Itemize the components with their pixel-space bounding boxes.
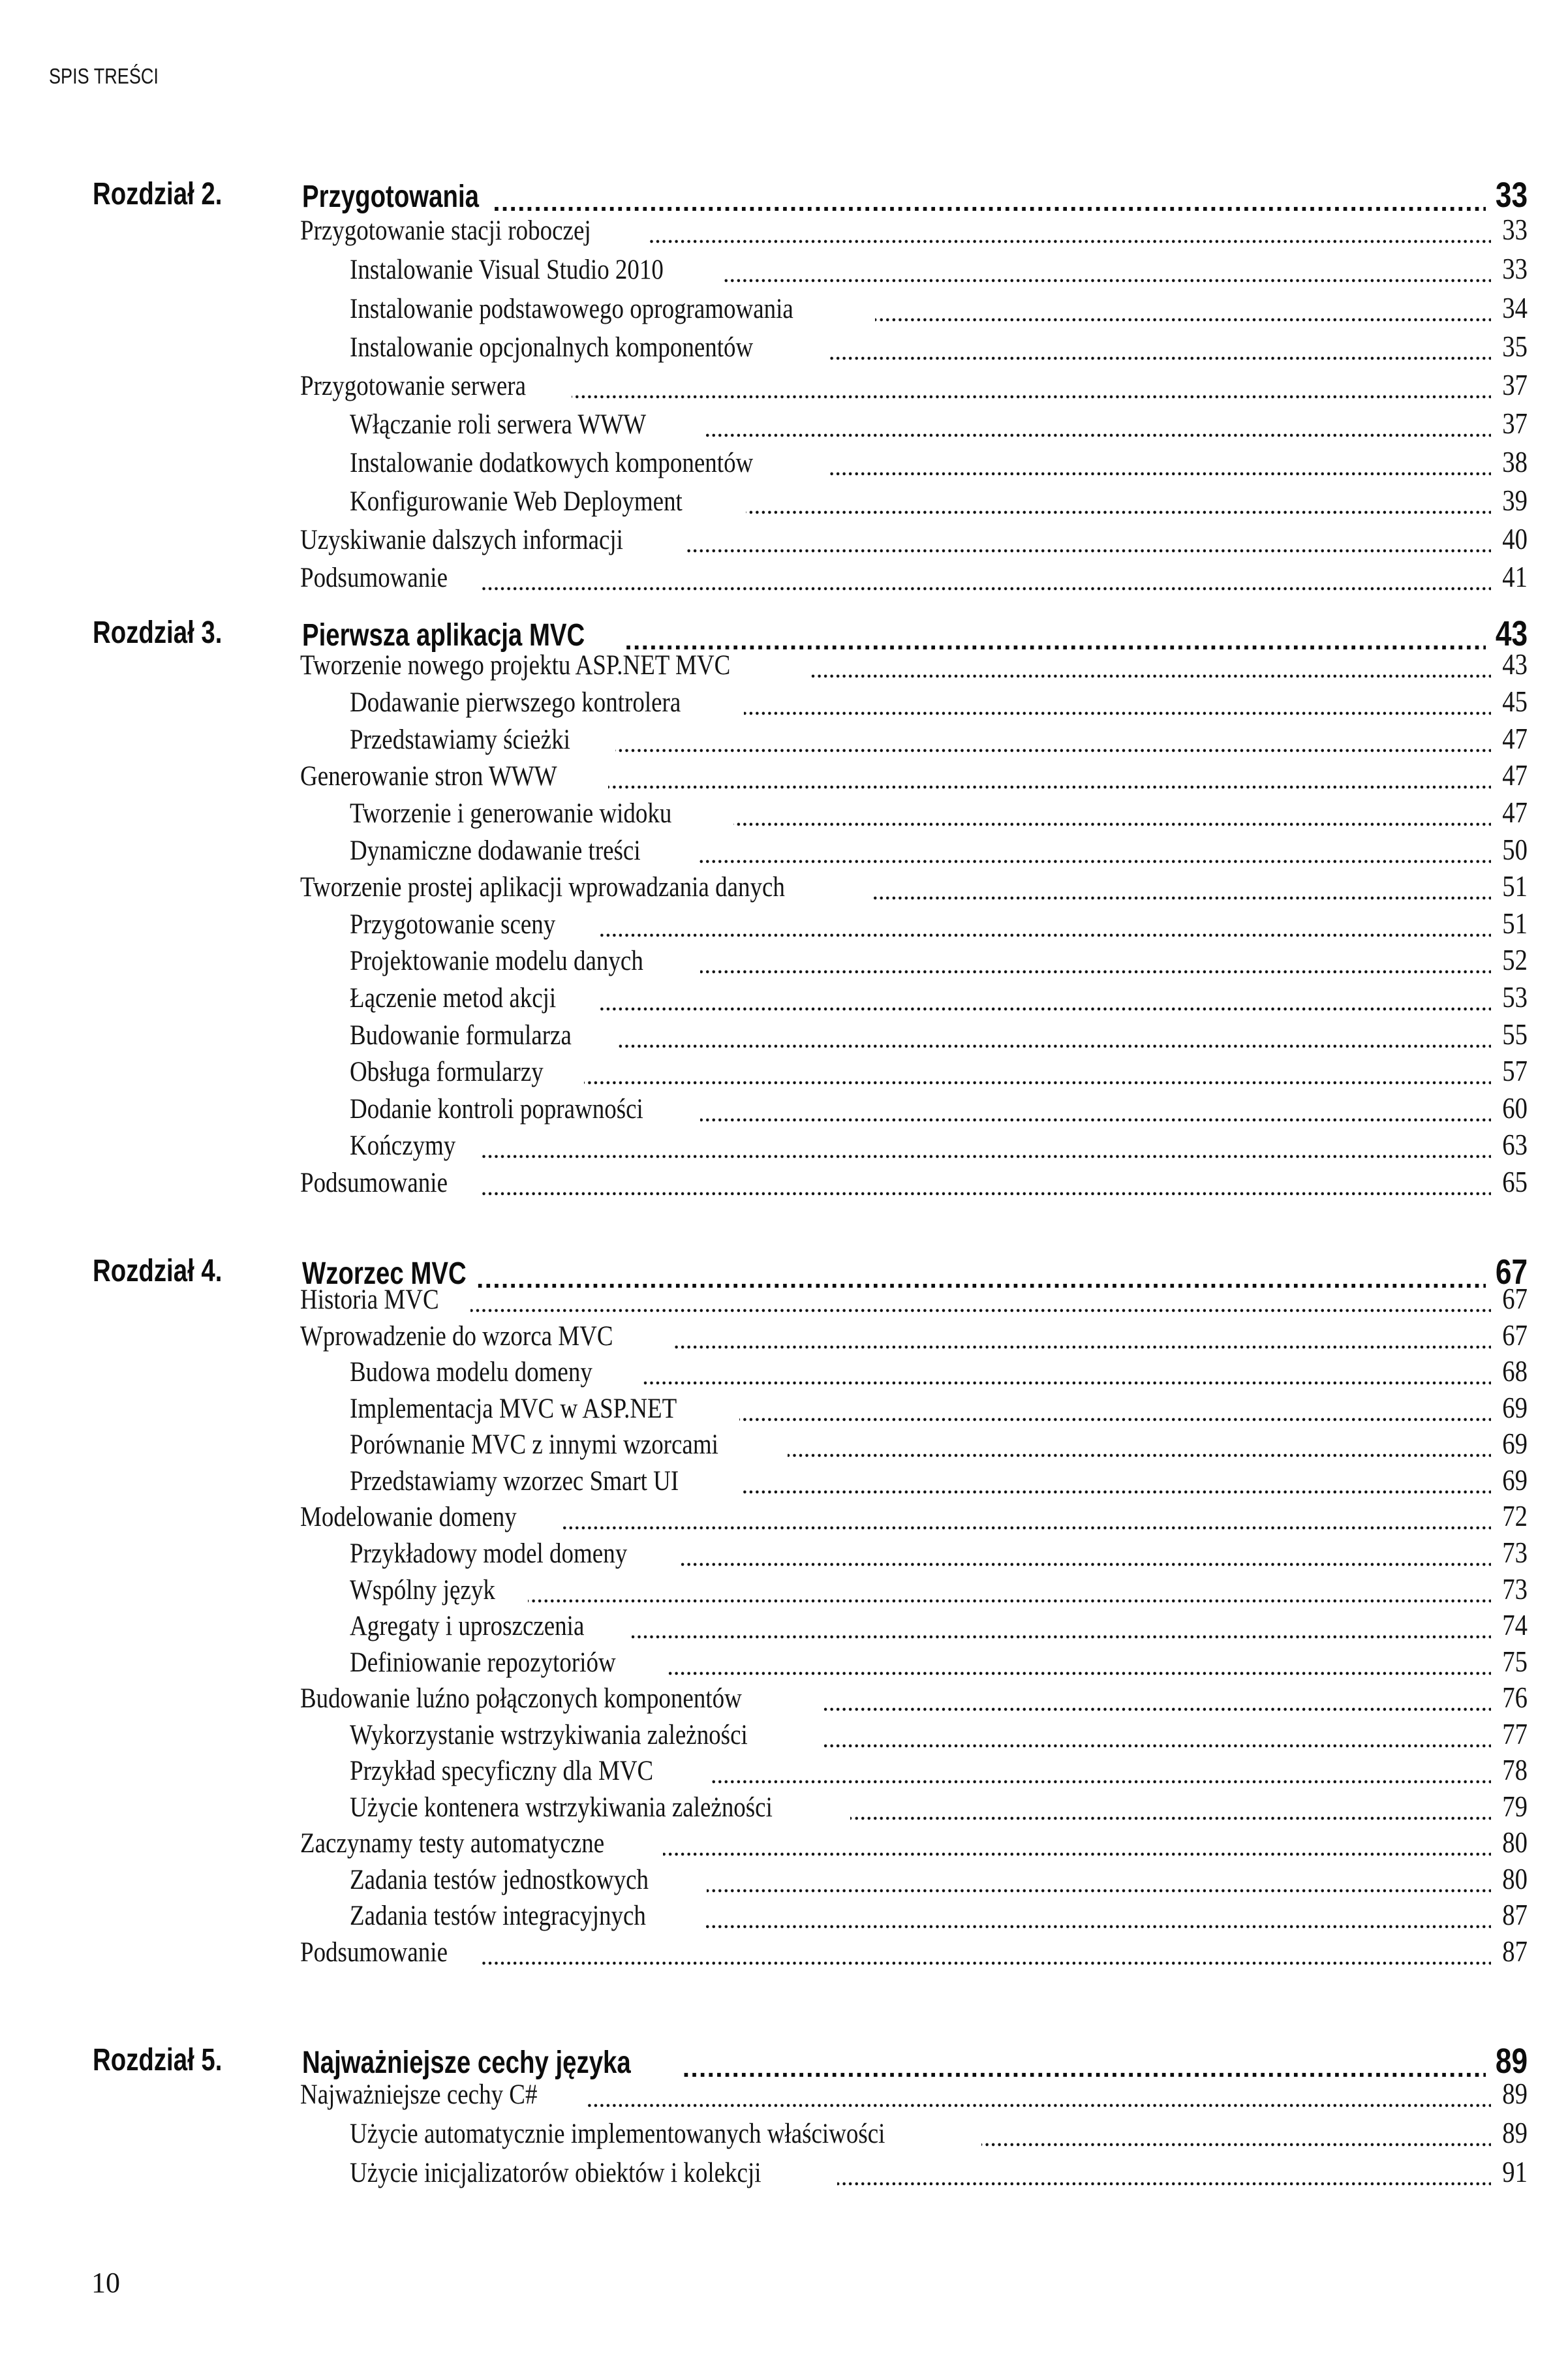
toc-entry[interactable]: [300, 1826, 1528, 1865]
page-number: 69: [1502, 1464, 1528, 1497]
page-number: 69: [1502, 1427, 1528, 1460]
entry-title: Tworzenie prostej aplikacji wprowadzania danych: [300, 872, 785, 903]
chapter-label: Rozdział 2.: [93, 177, 223, 211]
page-number: 89: [1495, 2042, 1528, 2081]
entry-title: Generowanie stron WWW: [300, 761, 557, 792]
page-number: 60: [1502, 1092, 1528, 1125]
toc-entry[interactable]: [350, 484, 1528, 523]
page-number: 43: [1502, 648, 1528, 681]
page-number: 74: [1502, 1609, 1528, 1641]
entry-title: Obsługa formularzy: [350, 1057, 544, 1087]
dot-leader: [481, 1949, 1491, 1977]
page-number: 53: [1502, 981, 1528, 1014]
toc-entry[interactable]: [350, 1862, 1528, 1901]
toc-entry[interactable]: [350, 685, 1528, 724]
page-number: 38: [1502, 446, 1528, 478]
toc-entry[interactable]: [300, 1681, 1528, 1720]
entry-title: Wzorzec MVC: [302, 1256, 467, 1291]
page-number: 57: [1502, 1055, 1528, 1087]
page-number: 73: [1502, 1536, 1528, 1569]
entry-title: Dodawanie pierwszego kontrolera: [350, 687, 681, 718]
entry-title: Dodanie kontroli poprawności: [350, 1094, 643, 1125]
entry-title: Budowa modelu domeny: [350, 1357, 592, 1388]
page-number: 80: [1502, 1826, 1528, 1859]
toc-entry[interactable]: [350, 252, 1528, 291]
page-number: 75: [1502, 1645, 1528, 1678]
page-number: 63: [1502, 1128, 1528, 1161]
page-number: 41: [1502, 561, 1528, 593]
toc-entry[interactable]: [300, 758, 1528, 798]
toc-entry[interactable]: [350, 1717, 1528, 1756]
page-number: 67: [1502, 1319, 1528, 1352]
toc-entry[interactable]: [350, 1645, 1528, 1684]
entry-title: Przykładowy model domeny: [350, 1538, 628, 1569]
toc-entry[interactable]: [300, 1935, 1528, 1974]
toc-entry[interactable]: [300, 368, 1528, 407]
toc-entry[interactable]: [300, 1165, 1528, 1204]
chapter-label: Rozdział 5.: [93, 2043, 223, 2077]
entry-title: Porównanie MVC z innymi wzorcami: [350, 1429, 718, 1460]
toc-entry[interactable]: [350, 1427, 1528, 1466]
entry-title: Najważniejsze cechy C#: [300, 2079, 538, 2110]
toc-chapter-title[interactable]: [302, 614, 1528, 653]
page-number: 45: [1502, 685, 1528, 718]
dot-leader: [724, 266, 1491, 294]
page-number: 33: [1502, 253, 1528, 285]
toc-entry[interactable]: [350, 1898, 1528, 1937]
dot-leader: [647, 227, 1491, 255]
chapter-label: Rozdział 4.: [93, 1254, 223, 1288]
entry-title: Kończymy: [350, 1130, 456, 1161]
page-number: 50: [1502, 833, 1528, 866]
toc-entry[interactable]: [300, 213, 1528, 252]
toc-entry[interactable]: [300, 522, 1528, 561]
toc-chapter-title[interactable]: [302, 175, 1528, 214]
page-number: 37: [1502, 407, 1528, 440]
entry-title: Podsumowanie: [300, 563, 448, 593]
entry-title: Przygotowanie stacji roboczej: [300, 215, 591, 246]
entry-title: Przygotowania: [302, 179, 479, 214]
page-number: 72: [1502, 1500, 1528, 1532]
toc-entry[interactable]: [350, 907, 1528, 946]
entry-title: Tworzenie i generowanie widoku: [350, 798, 672, 829]
page-number: 47: [1502, 796, 1528, 829]
entry-title: Zaczynamy testy automatyczne: [300, 1828, 605, 1859]
dot-leader: [837, 2169, 1491, 2198]
toc-entry[interactable]: [350, 1536, 1528, 1575]
toc-entry[interactable]: [350, 2116, 1528, 2155]
page-number: 87: [1502, 1935, 1528, 1968]
toc-chapter-title[interactable]: [302, 2041, 1528, 2080]
entry-title: Pierwsza aplikacja MVC: [302, 618, 585, 653]
page-number: 89: [1502, 2077, 1528, 2110]
entry-title: Przedstawiamy wzorzec Smart UI: [350, 1466, 679, 1497]
entry-title: Użycie automatycznie implementowanych właściwości: [350, 2119, 885, 2149]
entry-title: Dynamiczne dodawanie treści: [350, 835, 641, 866]
dot-leader: [481, 574, 1491, 602]
page-number: 89: [1502, 2117, 1528, 2149]
toc-entry[interactable]: [350, 722, 1528, 761]
toc-entry[interactable]: [350, 1463, 1528, 1502]
chapter-label: Rozdział 3.: [93, 615, 223, 650]
entry-title: Wprowadzenie do wzorca MVC: [300, 1321, 613, 1352]
entry-title: Zadania testów jednostkowych: [350, 1865, 649, 1895]
entry-title: Agregaty i uproszczenia: [350, 1611, 585, 1641]
entry-title: Przykład specyficzny dla MVC: [350, 1756, 654, 1786]
toc-entry[interactable]: [350, 1391, 1528, 1430]
entry-title: Przygotowanie serwera: [300, 371, 527, 401]
entry-title: Instalowanie podstawowego oprogramowania: [350, 294, 793, 324]
entry-title: Użycie inicjalizatorów obiektów i kolekcji: [350, 2158, 761, 2188]
toc-entry[interactable]: [350, 445, 1528, 484]
toc-entry[interactable]: [300, 647, 1528, 687]
page-number: 67: [1502, 1282, 1528, 1315]
entry-title: Definiowanie repozytoriów: [350, 1647, 616, 1678]
page-number: 73: [1502, 1573, 1528, 1606]
page-number: 37: [1502, 369, 1528, 401]
dot-leader: [981, 2130, 1491, 2158]
toc-entry[interactable]: [350, 291, 1528, 330]
entry-title: Podsumowanie: [300, 1937, 448, 1968]
page-number: 91: [1502, 2156, 1528, 2188]
dot-leader: [585, 2091, 1491, 2119]
page-number: 51: [1502, 870, 1528, 903]
page-number: 77: [1502, 1718, 1528, 1750]
page-number: 52: [1502, 944, 1528, 976]
dot-leader: [481, 1179, 1491, 1207]
toc-entry[interactable]: [350, 1018, 1528, 1057]
entry-title: Modelowanie domeny: [300, 1502, 517, 1532]
toc-entry[interactable]: [350, 1608, 1528, 1647]
toc-entry[interactable]: [350, 1054, 1528, 1093]
page-number: 79: [1502, 1790, 1528, 1823]
entry-title: Instalowanie Visual Studio 2010: [350, 255, 664, 285]
toc-entry[interactable]: [350, 980, 1528, 1019]
toc-entry[interactable]: [350, 796, 1528, 835]
toc-entry[interactable]: [300, 2077, 1528, 2116]
page-number: 33: [1502, 213, 1528, 246]
page-number: 35: [1502, 330, 1528, 363]
toc-entry[interactable]: [350, 1128, 1528, 1167]
entry-title: Przygotowanie sceny: [350, 909, 556, 940]
page-number: 67: [1495, 1252, 1528, 1292]
entry-title: Zadania testów integracyjnych: [350, 1901, 646, 1931]
page-number: 80: [1502, 1863, 1528, 1895]
toc-entry[interactable]: [350, 833, 1528, 872]
running-head: SPIS TREŚCI: [49, 64, 159, 88]
toc-entry[interactable]: [350, 1753, 1528, 1792]
page-number: 76: [1502, 1681, 1528, 1714]
entry-title: Włączanie roli serwera WWW: [350, 409, 647, 440]
toc-entry[interactable]: [300, 1499, 1528, 1538]
toc-entry[interactable]: [350, 1572, 1528, 1611]
page-number: 78: [1502, 1754, 1528, 1786]
page-number: 69: [1502, 1391, 1528, 1424]
page-number: 68: [1502, 1355, 1528, 1388]
toc-entry[interactable]: [350, 1091, 1528, 1130]
entry-title: Instalowanie opcjonalnych komponentów: [350, 332, 754, 363]
toc-entry[interactable]: [350, 943, 1528, 982]
toc-entry[interactable]: [350, 1354, 1528, 1393]
page-number: 33: [1495, 176, 1528, 215]
entry-title: Wykorzystanie wstrzykiwania zależności: [350, 1720, 748, 1750]
page-number: 87: [1502, 1899, 1528, 1931]
toc-entry[interactable]: [300, 1318, 1528, 1358]
toc-entry[interactable]: [300, 869, 1528, 909]
entry-title: Budowanie formularza: [350, 1020, 572, 1051]
entry-title: Łączenie metod akcji: [350, 983, 557, 1014]
toc-entry[interactable]: [350, 2155, 1528, 2194]
page-number: 55: [1502, 1018, 1528, 1051]
toc-entry[interactable]: [350, 407, 1528, 446]
toc-entry[interactable]: [350, 1790, 1528, 1829]
entry-title: Użycie kontenera wstrzykiwania zależności: [350, 1792, 773, 1823]
page-number: 65: [1502, 1166, 1528, 1198]
entry-title: Instalowanie dodatkowych komponentów: [350, 448, 754, 478]
entry-title: Podsumowanie: [300, 1168, 448, 1198]
entry-title: Implementacja MVC w ASP.NET: [350, 1393, 677, 1424]
toc-entry[interactable]: [300, 1282, 1528, 1321]
toc-entry[interactable]: [300, 560, 1528, 599]
page-number: 43: [1495, 614, 1528, 653]
page-folio: 10: [91, 2267, 120, 2299]
page-number: 47: [1502, 759, 1528, 792]
entry-title: Wspólny język: [350, 1575, 495, 1606]
page-number: 47: [1502, 723, 1528, 755]
entry-title: Konfigurowanie Web Deployment: [350, 486, 683, 517]
page-number: 39: [1502, 484, 1528, 517]
entry-title: Budowanie luźno połączonych komponentów: [300, 1683, 742, 1714]
entry-title: Projektowanie modelu danych: [350, 946, 643, 976]
page-number: 34: [1502, 292, 1528, 324]
toc-entry[interactable]: [350, 330, 1528, 369]
page-number: 40: [1502, 523, 1528, 555]
entry-title: Tworzenie nowego projektu ASP.NET MVC: [300, 650, 731, 681]
entry-title: Najważniejsze cechy języka: [302, 2045, 631, 2080]
entry-title: Uzyskiwanie dalszych informacji: [300, 525, 623, 555]
entry-title: Historia MVC: [300, 1284, 439, 1315]
entry-title: Przedstawiamy ścieżki: [350, 724, 570, 755]
page-number: 51: [1502, 907, 1528, 940]
